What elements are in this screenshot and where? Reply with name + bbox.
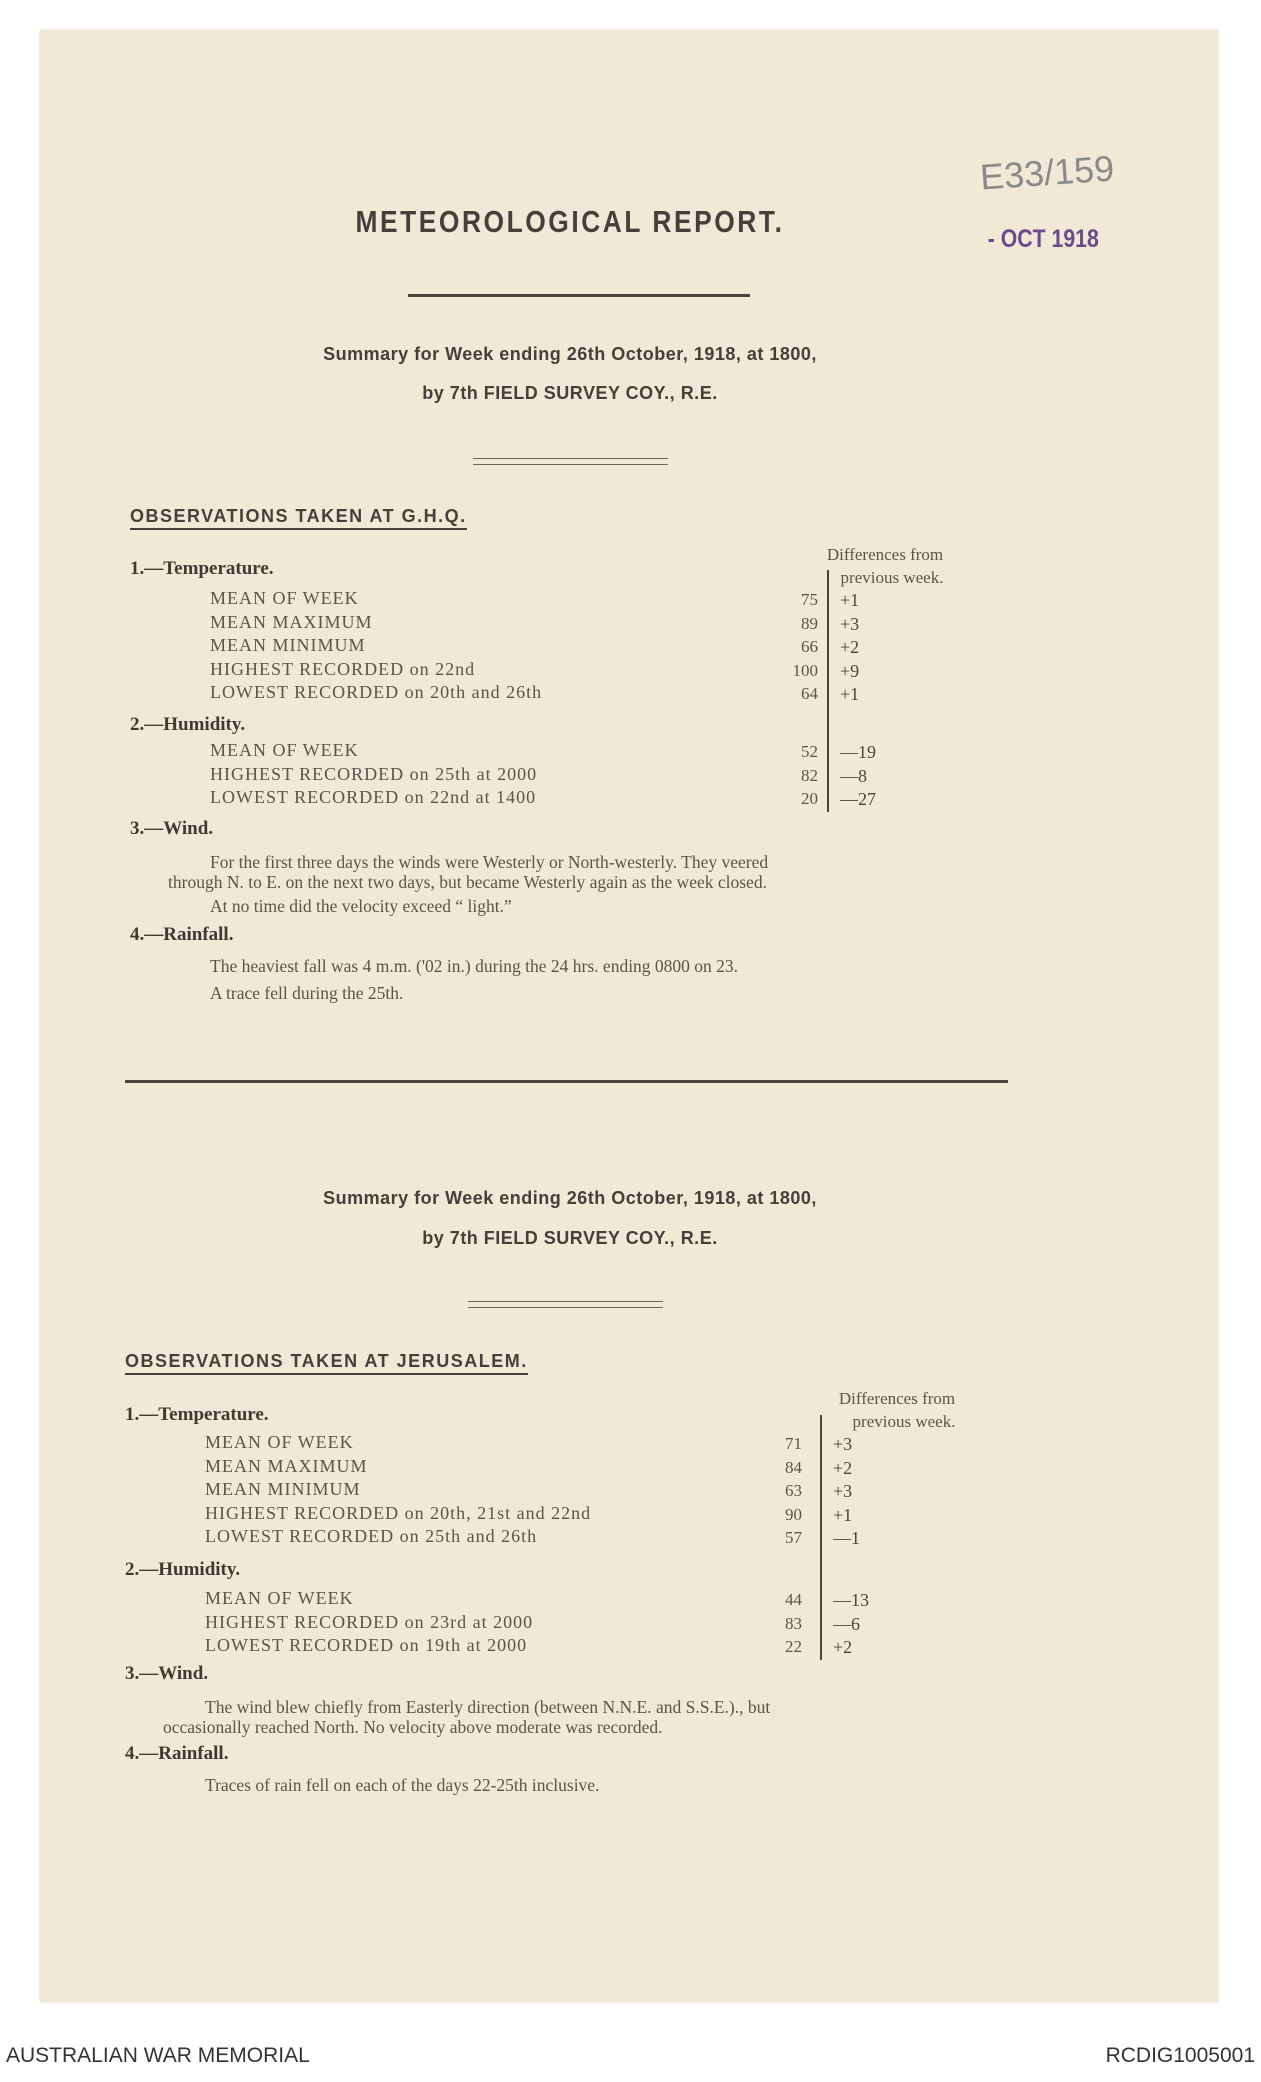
humidity-row-label: MEAN OF WEEK — [210, 740, 359, 760]
differences-header — [812, 1387, 982, 1433]
humidity-row-value: 83 — [785, 1613, 802, 1633]
observations-heading: OBSERVATIONS TAKEN AT G.H.Q. — [130, 506, 467, 530]
humidity-row-value: 82 — [801, 765, 818, 785]
temperature-row-difference: +1 — [840, 590, 860, 610]
humidity-row-value: 44 — [785, 1590, 802, 1609]
temperature-row-label: HIGHEST RECORDED on 20th, 21st and 22nd — [205, 1502, 592, 1523]
temperature-row-value: 66 — [801, 637, 818, 657]
differences-header — [800, 543, 970, 589]
temperature-row-label: LOWEST RECORDED on 20th and 26th — [210, 682, 543, 703]
temperature-row-difference: —1 — [833, 1528, 860, 1549]
differences-header-line1: Differences from — [826, 545, 944, 564]
summary-line: Summary for Week ending 26th October, 1918, at 1800, — [323, 344, 817, 364]
summary-line: Summary for Week ending 26th October, 1918, at 1800, — [323, 1188, 817, 1208]
temperature-row-difference: +2 — [833, 1457, 853, 1478]
temperature-row-value: 64 — [801, 684, 818, 704]
title-rule — [408, 294, 750, 297]
wind-text-line: occasionally reached North. No velocity above moderate was recorded. — [163, 1717, 663, 1737]
humidity-heading: 2.—Humidity. — [130, 714, 246, 735]
humidity-row-difference: +2 — [833, 1637, 853, 1658]
humidity-row-label: HIGHEST RECORDED on 25th at 2000 — [210, 763, 538, 784]
section-divider — [125, 1080, 1008, 1083]
temperature-row-value: 89 — [801, 613, 818, 633]
humidity-heading: 2.—Humidity. — [125, 1559, 241, 1580]
humidity-row-difference: —27 — [840, 789, 876, 810]
temperature-row-label: LOWEST RECORDED on 25th and 26th — [205, 1526, 538, 1547]
differences-header-line1: Differences from — [838, 1389, 956, 1408]
temperature-row-label: MEAN OF WEEK — [210, 588, 359, 608]
humidity-row-value: 22 — [785, 1637, 802, 1657]
humidity-row-label: LOWEST RECORDED on 22nd at 1400 — [210, 787, 537, 808]
temperature-row-label: MEAN MINIMUM — [205, 1479, 361, 1500]
temperature-row-value: 71 — [785, 1434, 802, 1453]
humidity-row-value: 20 — [801, 789, 818, 809]
temperature-heading: 1.—Temperature. — [125, 1404, 269, 1425]
summary-unit-line: by 7th FIELD SURVEY COY., R.E. — [422, 383, 718, 403]
temperature-row-label: MEAN OF WEEK — [205, 1432, 354, 1452]
observations-heading: OBSERVATIONS TAKEN AT JERUSALEM. — [125, 1351, 528, 1375]
temperature-row-value: 63 — [785, 1481, 802, 1501]
rainfall-text-line: Traces of rain fell on each of the days 22-25th inclusive. — [205, 1775, 600, 1795]
rainfall-text-line: A trace fell during the 25th. — [210, 983, 404, 1003]
rainfall-text-line: The heaviest fall was 4 m.m. ('02 in.) during the 24 hrs. ending 0800 on 23. — [210, 956, 739, 976]
handwritten-reference: E33/159 — [978, 147, 1116, 198]
humidity-row-label: HIGHEST RECORDED on 23rd at 2000 — [205, 1611, 534, 1632]
temperature-row-difference: +3 — [833, 1481, 853, 1502]
temperature-row-label: MEAN MINIMUM — [210, 635, 366, 656]
footer-id: RCDIG1005001 — [1105, 2044, 1255, 2067]
wind-heading: 3.—Wind. — [125, 1663, 209, 1684]
humidity-row-label: LOWEST RECORDED on 19th at 2000 — [205, 1635, 528, 1656]
temperature-row-value: 100 — [792, 660, 818, 680]
wind-text-line: At no time did the velocity exceed “ light.” — [210, 896, 512, 916]
column-divider — [820, 1415, 822, 1660]
temperature-row-value: 90 — [785, 1504, 802, 1524]
temperature-row-difference: +2 — [840, 637, 860, 658]
differences-header-line2: previous week. — [840, 568, 944, 587]
humidity-row-difference: —13 — [833, 1590, 869, 1610]
double-rule — [468, 1301, 663, 1308]
temperature-row-label: MEAN MAXIMUM — [205, 1455, 368, 1476]
wind-text-line: through N. to E. on the next two days, but became Westerly again as the week closed. — [168, 872, 767, 892]
humidity-row-difference: —19 — [840, 742, 876, 762]
humidity-row-difference: —6 — [833, 1613, 860, 1634]
temperature-row-label: HIGHEST RECORDED on 22nd — [210, 658, 476, 679]
temperature-row-difference: +1 — [840, 684, 860, 705]
humidity-row-label: MEAN OF WEEK — [205, 1588, 354, 1608]
column-divider — [827, 570, 829, 812]
differences-header-line2: previous week. — [852, 1412, 956, 1431]
temperature-row-difference: +3 — [840, 613, 860, 634]
temperature-row-difference: +1 — [833, 1504, 853, 1525]
rainfall-heading: 4.—Rainfall. — [125, 1743, 229, 1764]
humidity-row-value: 52 — [801, 742, 818, 761]
humidity-row-difference: —8 — [840, 765, 867, 786]
date-stamp: - OCT 1918 — [987, 225, 1099, 253]
temperature-row-value: 57 — [785, 1528, 802, 1548]
double-rule — [473, 458, 668, 465]
temperature-row-value: 75 — [801, 590, 818, 609]
summary-unit-line: by 7th FIELD SURVEY COY., R.E. — [422, 1228, 718, 1248]
page-title: METEOROLOGICAL REPORT. — [355, 204, 785, 239]
rainfall-heading: 4.—Rainfall. — [130, 924, 234, 945]
wind-text-line: The wind blew chiefly from Easterly direction (between N.N.E. and S.S.E.)., but — [205, 1697, 771, 1717]
temperature-row-difference: +9 — [840, 660, 860, 681]
temperature-heading: 1.—Temperature. — [130, 558, 274, 579]
wind-text-line: For the first three days the winds were Westerly or North-westerly. They veered — [210, 852, 769, 872]
temperature-row-value: 84 — [785, 1457, 802, 1477]
temperature-row-label: MEAN MAXIMUM — [210, 611, 373, 632]
wind-heading: 3.—Wind. — [130, 818, 214, 839]
temperature-row-difference: +3 — [833, 1434, 853, 1454]
footer-institution: AUSTRALIAN WAR MEMORIAL — [6, 2044, 310, 2067]
